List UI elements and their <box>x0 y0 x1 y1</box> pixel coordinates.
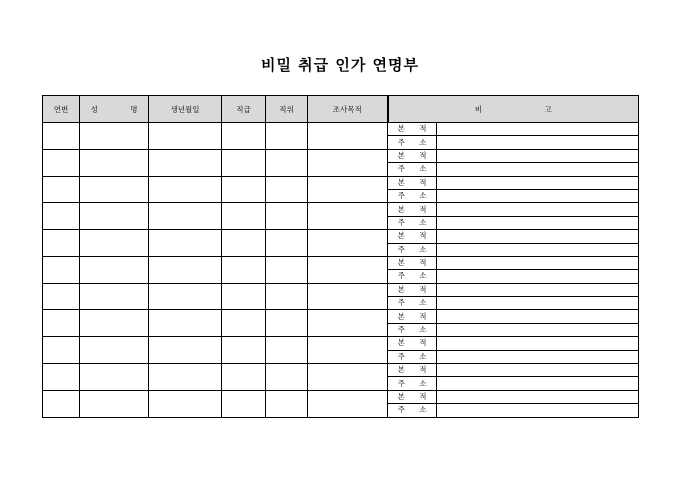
label-address: 주 소 <box>388 404 437 417</box>
cell-position[interactable] <box>266 230 308 257</box>
cell-name[interactable] <box>80 203 149 230</box>
cell-grade[interactable] <box>222 230 266 257</box>
table-row <box>43 390 639 403</box>
cell-address[interactable] <box>437 270 639 283</box>
header-position: 직위 <box>266 96 308 123</box>
header-birthdate: 생년월일 <box>149 96 222 123</box>
table-row <box>43 230 639 243</box>
cell-birthdate[interactable] <box>149 283 222 310</box>
cell-name[interactable] <box>80 390 149 417</box>
cell-purpose[interactable] <box>308 364 388 391</box>
cell-birthdate[interactable] <box>149 310 222 337</box>
header-grade: 직급 <box>222 96 266 123</box>
cell-purpose[interactable] <box>308 256 388 283</box>
cell-birthdate[interactable] <box>149 203 222 230</box>
cell-name[interactable] <box>80 364 149 391</box>
cell-address[interactable] <box>437 297 639 310</box>
cell-name[interactable] <box>80 123 149 150</box>
cell-position[interactable] <box>266 123 308 150</box>
cell-position[interactable] <box>266 203 308 230</box>
table-row <box>43 364 639 377</box>
cell-serial[interactable] <box>43 149 80 176</box>
cell-domicile[interactable] <box>437 149 639 162</box>
cell-position[interactable] <box>266 364 308 391</box>
cell-position[interactable] <box>266 390 308 417</box>
table-row <box>43 283 639 296</box>
table-row <box>43 256 639 269</box>
cell-purpose[interactable] <box>308 390 388 417</box>
table-row <box>43 149 639 162</box>
cell-birthdate[interactable] <box>149 123 222 150</box>
cell-address[interactable] <box>437 189 639 202</box>
cell-purpose[interactable] <box>308 283 388 310</box>
cell-serial[interactable] <box>43 364 80 391</box>
label-domicile: 본 적 <box>388 176 437 189</box>
cell-domicile[interactable] <box>437 230 639 243</box>
label-domicile: 본 적 <box>388 203 437 216</box>
cell-birthdate[interactable] <box>149 256 222 283</box>
cell-purpose[interactable] <box>308 230 388 257</box>
label-domicile: 본 적 <box>388 256 437 269</box>
label-domicile: 본 적 <box>388 230 437 243</box>
cell-birthdate[interactable] <box>149 176 222 203</box>
label-domicile: 본 적 <box>388 310 437 323</box>
label-address: 주 소 <box>388 270 437 283</box>
cell-purpose[interactable] <box>308 123 388 150</box>
cell-birthdate[interactable] <box>149 230 222 257</box>
cell-grade[interactable] <box>222 390 266 417</box>
label-address: 주 소 <box>388 350 437 363</box>
cell-birthdate[interactable] <box>149 364 222 391</box>
header-purpose: 조사목적 <box>308 96 388 123</box>
label-domicile: 본 적 <box>388 364 437 377</box>
cell-domicile[interactable] <box>437 203 639 216</box>
label-domicile: 본 적 <box>388 283 437 296</box>
label-address: 주 소 <box>388 377 437 390</box>
cell-serial[interactable] <box>43 337 80 364</box>
cell-domicile[interactable] <box>437 390 639 403</box>
cell-name[interactable] <box>80 230 149 257</box>
cell-address[interactable] <box>437 350 639 363</box>
cell-purpose[interactable] <box>308 149 388 176</box>
cell-serial[interactable] <box>43 256 80 283</box>
cell-domicile[interactable] <box>437 283 639 296</box>
cell-serial[interactable] <box>43 203 80 230</box>
cell-name[interactable] <box>80 310 149 337</box>
cell-grade[interactable] <box>222 364 266 391</box>
cell-serial[interactable] <box>43 310 80 337</box>
cell-serial[interactable] <box>43 390 80 417</box>
cell-name[interactable] <box>80 176 149 203</box>
table-row <box>43 123 639 136</box>
header-row <box>43 96 639 123</box>
cell-name[interactable] <box>80 256 149 283</box>
label-address: 주 소 <box>388 297 437 310</box>
label-address: 주 소 <box>388 136 437 149</box>
cell-serial[interactable] <box>43 230 80 257</box>
cell-serial[interactable] <box>43 283 80 310</box>
cell-serial[interactable] <box>43 123 80 150</box>
cell-grade[interactable] <box>222 123 266 150</box>
cell-birthdate[interactable] <box>149 337 222 364</box>
header-serial: 연번 <box>43 96 80 123</box>
cell-position[interactable] <box>266 337 308 364</box>
roster-table <box>42 95 639 418</box>
table-row <box>43 176 639 189</box>
cell-purpose[interactable] <box>308 176 388 203</box>
label-domicile: 본 적 <box>388 149 437 162</box>
cell-domicile[interactable] <box>437 364 639 377</box>
cell-name[interactable] <box>80 337 149 364</box>
cell-purpose[interactable] <box>308 203 388 230</box>
cell-purpose[interactable] <box>308 337 388 364</box>
cell-name[interactable] <box>80 283 149 310</box>
cell-grade[interactable] <box>222 283 266 310</box>
cell-grade[interactable] <box>222 176 266 203</box>
header-name: 성 명 <box>80 96 149 123</box>
table-row <box>43 337 639 350</box>
cell-birthdate[interactable] <box>149 149 222 176</box>
label-domicile: 본 적 <box>388 123 437 136</box>
document-title: 비밀 취급 인가 연명부 <box>260 56 420 74</box>
cell-address[interactable] <box>437 377 639 390</box>
label-address: 주 소 <box>388 216 437 229</box>
cell-domicile[interactable] <box>437 337 639 350</box>
cell-grade[interactable] <box>222 203 266 230</box>
cell-position[interactable] <box>266 283 308 310</box>
cell-serial[interactable] <box>43 176 80 203</box>
cell-domicile[interactable] <box>437 310 639 323</box>
label-domicile: 본 적 <box>388 390 437 403</box>
label-domicile: 본 적 <box>388 337 437 350</box>
label-address: 주 소 <box>388 243 437 256</box>
cell-position[interactable] <box>266 256 308 283</box>
cell-grade[interactable] <box>222 310 266 337</box>
cell-address[interactable] <box>437 243 639 256</box>
cell-position[interactable] <box>266 176 308 203</box>
cell-position[interactable] <box>266 310 308 337</box>
header-remarks: 비 고 <box>388 96 639 123</box>
cell-grade[interactable] <box>222 337 266 364</box>
cell-address[interactable] <box>437 163 639 176</box>
label-address: 주 소 <box>388 323 437 336</box>
label-address: 주 소 <box>388 163 437 176</box>
cell-grade[interactable] <box>222 256 266 283</box>
cell-domicile[interactable] <box>437 176 639 189</box>
cell-name[interactable] <box>80 149 149 176</box>
cell-birthdate[interactable] <box>149 390 222 417</box>
cell-domicile[interactable] <box>437 123 639 136</box>
cell-address[interactable] <box>437 404 639 417</box>
cell-address[interactable] <box>437 323 639 336</box>
cell-address[interactable] <box>437 216 639 229</box>
cell-position[interactable] <box>266 149 308 176</box>
table-row <box>43 310 639 323</box>
cell-grade[interactable] <box>222 149 266 176</box>
cell-purpose[interactable] <box>308 310 388 337</box>
roster-body <box>43 123 639 418</box>
label-address: 주 소 <box>388 189 437 202</box>
cell-address[interactable] <box>437 136 639 149</box>
table-row <box>43 203 639 216</box>
cell-domicile[interactable] <box>437 256 639 269</box>
